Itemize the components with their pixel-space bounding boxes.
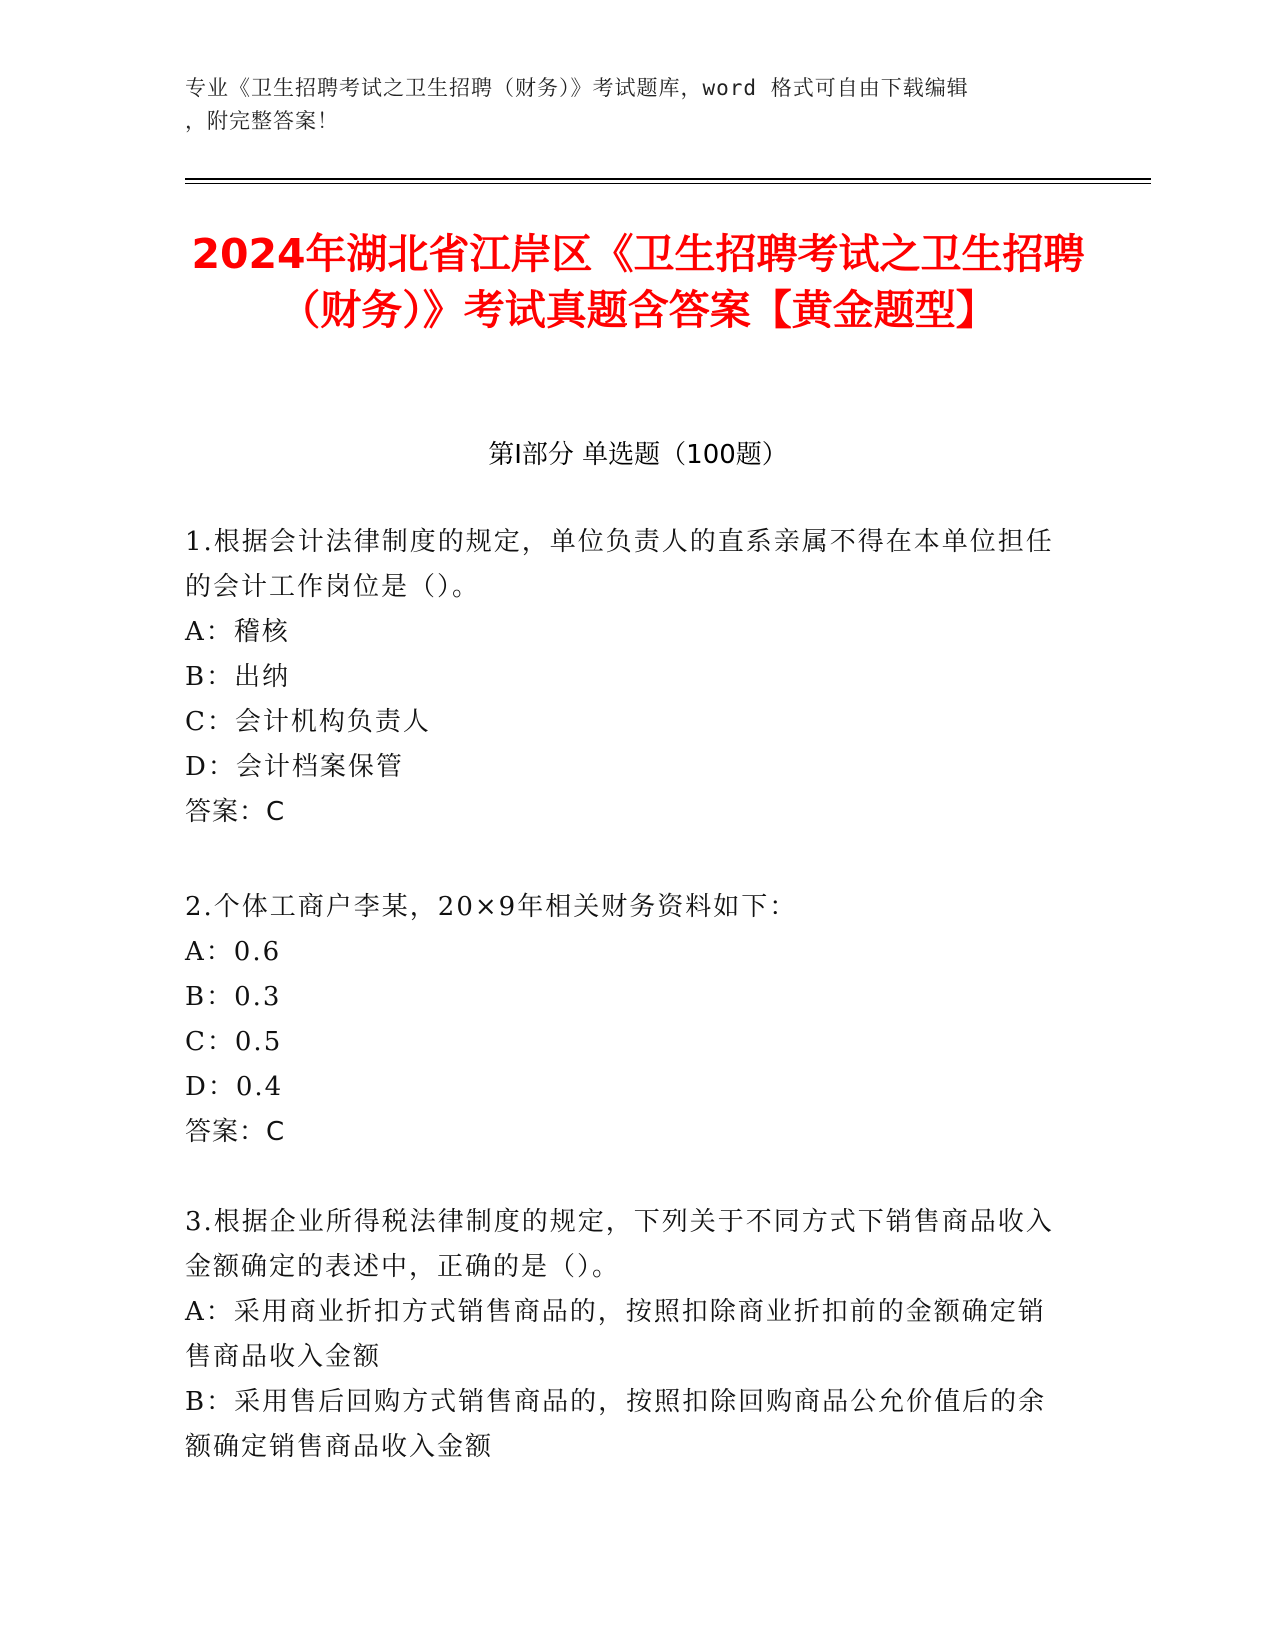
header-note: 专业《卫生招聘考试之卫生招聘（财务）》考试题库，word 格式可自由下载编辑 ，附完整答案！ (185, 76, 969, 133)
option-b: B：采用售后回购方式销售商品的，按照扣除回购商品公允价值后的余额确定销售商品收入金额 (185, 1387, 1047, 1462)
question-stem: 1.根据会计法律制度的规定，单位负责人的直系亲属不得在本单位担任的会计工作岗位是（）。 (185, 527, 1054, 602)
question-2 (185, 885, 1065, 1155)
option-c: C：0.5 (185, 1027, 283, 1057)
question-stem: 3.根据企业所得税法律制度的规定，下列关于不同方式下销售商品收入金额确定的表述中，正确的是（）。 (185, 1207, 1054, 1282)
answer-line: 答案：C (185, 797, 286, 827)
option-d: D：会计档案保管 (185, 752, 404, 782)
option-c: C：会计机构负责人 (185, 707, 431, 737)
option-a: A：采用商业折扣方式销售商品的，按照扣除商业折扣前的金额确定销售商品收入金额 (185, 1297, 1046, 1372)
option-a: A：稽核 (185, 617, 290, 647)
answer-line: 答案：C (185, 1117, 286, 1147)
section-title: 第Ⅰ部分 单选题（100题） (488, 440, 788, 470)
question-stem: 2.个体工商户李某，20×9年相关财务资料如下： (185, 892, 798, 922)
document-title: 2024年湖北省江岸区《卫生招聘考试之卫生招聘（财务）》考试真题含答案【黄金题型】 (191, 230, 1085, 334)
question-1 (185, 520, 1065, 835)
header-divider-thick (185, 178, 1151, 180)
option-d: D：0.4 (185, 1072, 284, 1102)
option-a: A：0.6 (185, 937, 282, 967)
option-b: B：0.3 (185, 982, 282, 1012)
option-b: B：出纳 (185, 662, 291, 692)
header-divider-thin (185, 183, 1151, 184)
question-3 (185, 1200, 1065, 1470)
